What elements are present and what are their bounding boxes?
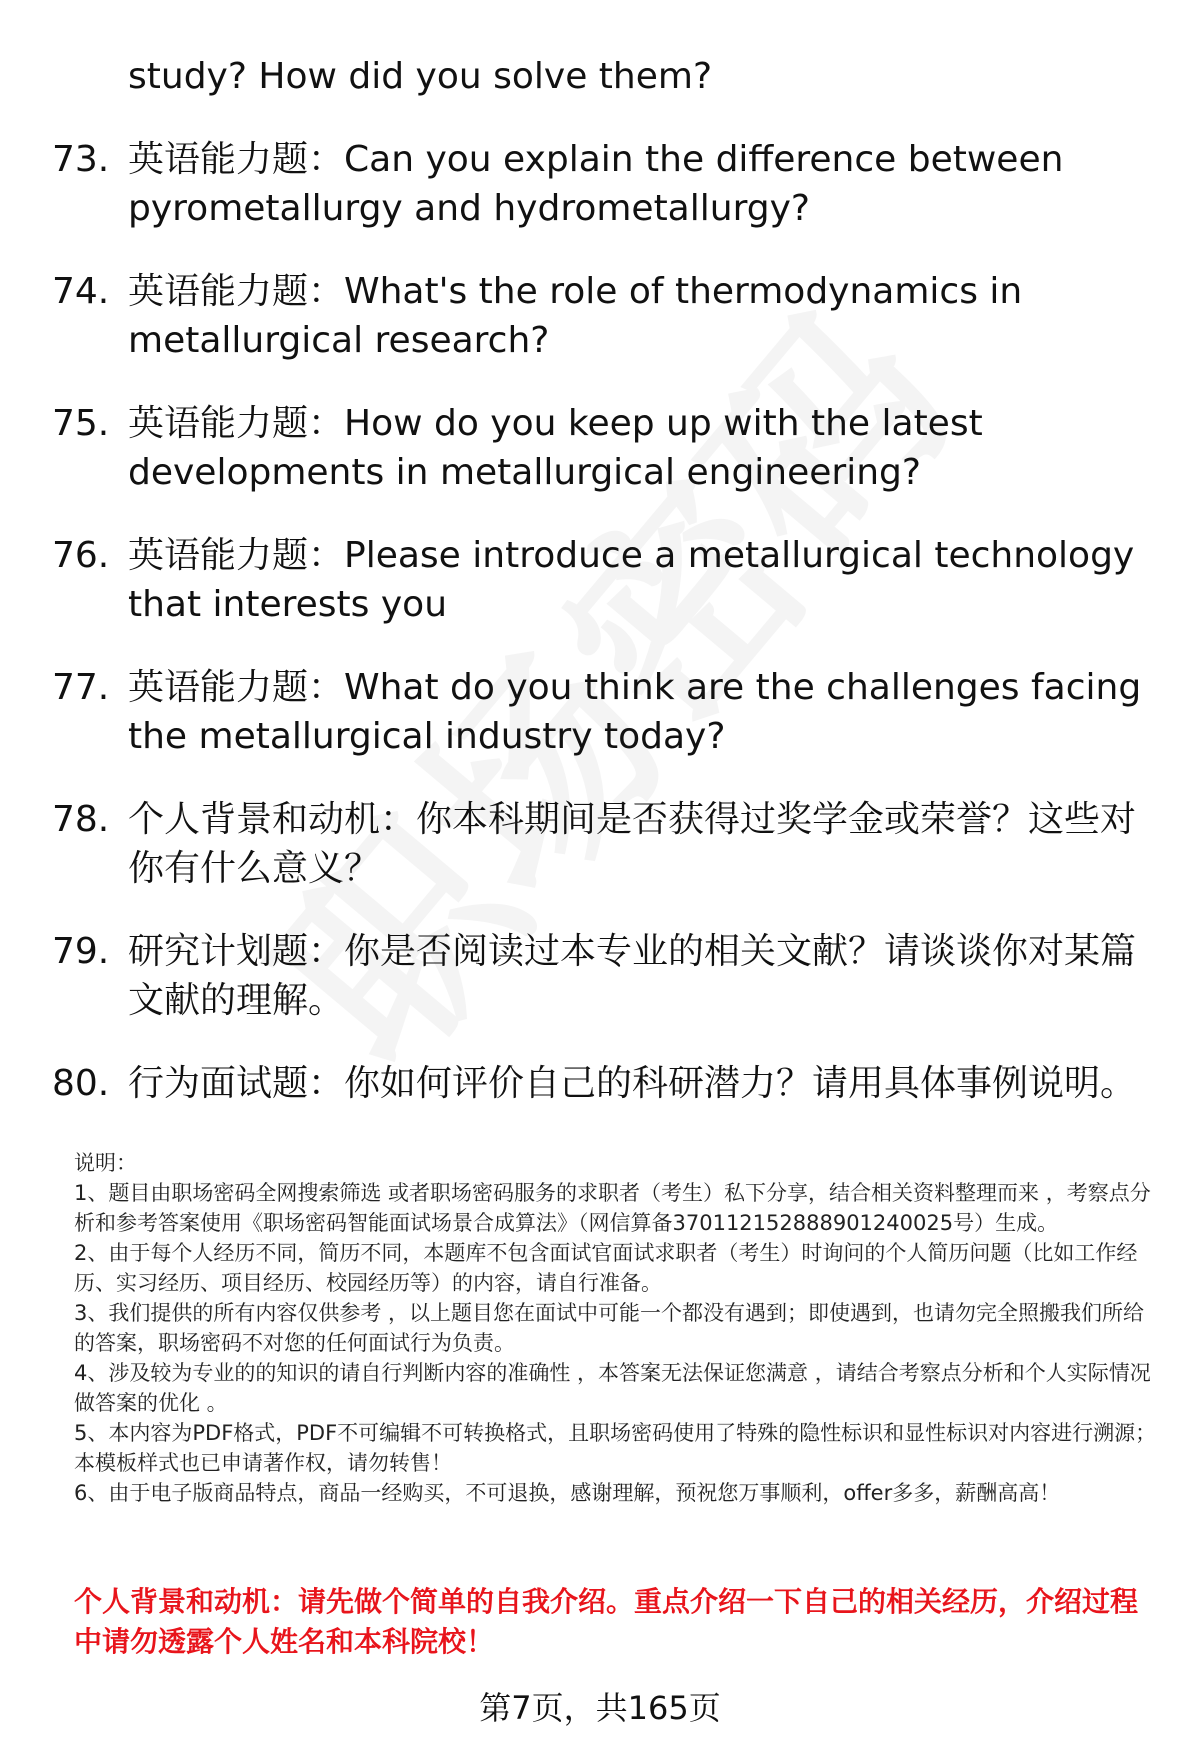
question-list: [52, 52, 1152, 1142]
question-text: study? How did you solve them?: [128, 56, 713, 97]
question-item: [52, 267, 1152, 365]
question-number: 73.: [52, 139, 110, 180]
question-item: [52, 795, 1152, 893]
notes-heading: 说明：: [74, 1151, 137, 1175]
note-item: 2、由于每个人经历不同，简历不同，本题库不包含面试官面试求职者（考生）时询问的个人简历问题（比如工作经历、实习经历、项目经历、校园经历等）的内容，请自行准备。: [74, 1241, 1138, 1295]
question-number: 75.: [52, 403, 110, 444]
question-number: 76.: [52, 535, 110, 576]
question-text: 英语能力题：How do you keep up with the latest developments in metallurgical engineering?: [128, 403, 983, 493]
question-number: 74.: [52, 271, 110, 312]
question-item: [52, 1059, 1152, 1108]
question-item: [52, 927, 1152, 1025]
question-item: [52, 52, 1152, 101]
question-number: 77.: [52, 667, 110, 708]
note-item: 5、本内容为PDF格式，PDF不可编辑不可转换格式，且职场密码使用了特殊的隐性标识和显性标识对内容进行溯源；本模板样式也已申请著作权，请勿转售！: [74, 1421, 1157, 1475]
question-text: 研究计划题：你是否阅读过本专业的相关文献？请谈谈你对某篇文献的理解。: [128, 931, 1137, 1021]
question-text: 英语能力题：What's the role of thermodynamics in metallurgical research?: [128, 271, 1023, 361]
notes-section: [74, 1148, 1164, 1508]
question-item: [52, 531, 1152, 629]
question-number: 78.: [52, 799, 110, 840]
question-text: 英语能力题：Please introduce a metallurgical technology that interests you: [128, 535, 1135, 625]
question-item: [52, 135, 1152, 233]
question-number: 79.: [52, 931, 110, 972]
page-number: 第7页，共165页: [479, 1689, 721, 1727]
question-text: 个人背景和动机：你本科期间是否获得过奖学金或荣誉？这些对你有什么意义？: [128, 799, 1137, 889]
question-item: [52, 399, 1152, 497]
note-item: 3、我们提供的所有内容仅供参考 ，以上题目您在面试中可能一个都没有遇到；即使遇到，也请勿完全照搬我们所给的答案，职场密码不对您的任何面试行为负责。: [74, 1301, 1145, 1355]
highlight-question: 个人背景和动机：请先做个简单的自我介绍。重点介绍一下自己的相关经历，介绍过程中请勿透露个人姓名和本科院校！: [74, 1585, 1139, 1658]
question-text: 英语能力题：Can you explain the difference between pyrometallurgy and hydrometallurgy?: [128, 139, 1064, 229]
note-item: 1、题目由职场密码全网搜索筛选 或者职场密码服务的求职者（考生）私下分享，结合相关资料整理而来 ，考察点分析和参考答案使用《职场密码智能面试场景合成算法》（网信算备370112152888901240025号）生成。: [74, 1181, 1151, 1235]
question-text: 英语能力题：What do you think are the challenges facing the metallurgical industry today?: [128, 667, 1142, 757]
note-item: 4、涉及较为专业的的知识的请自行判断内容的准确性 ，本答案无法保证您满意 ，请结合考察点分析和个人实际情况做答案的优化 。: [74, 1361, 1151, 1415]
question-item: [52, 663, 1152, 761]
note-item: 6、由于电子版商品特点，商品一经购买，不可退换，感谢理解，预祝您万事顺利，offer多多，薪酬高高！: [74, 1481, 1061, 1505]
question-text: 行为面试题：你如何评价自己的科研潜力？请用具体事例说明。: [128, 1063, 1137, 1104]
question-number: 80.: [52, 1063, 110, 1104]
